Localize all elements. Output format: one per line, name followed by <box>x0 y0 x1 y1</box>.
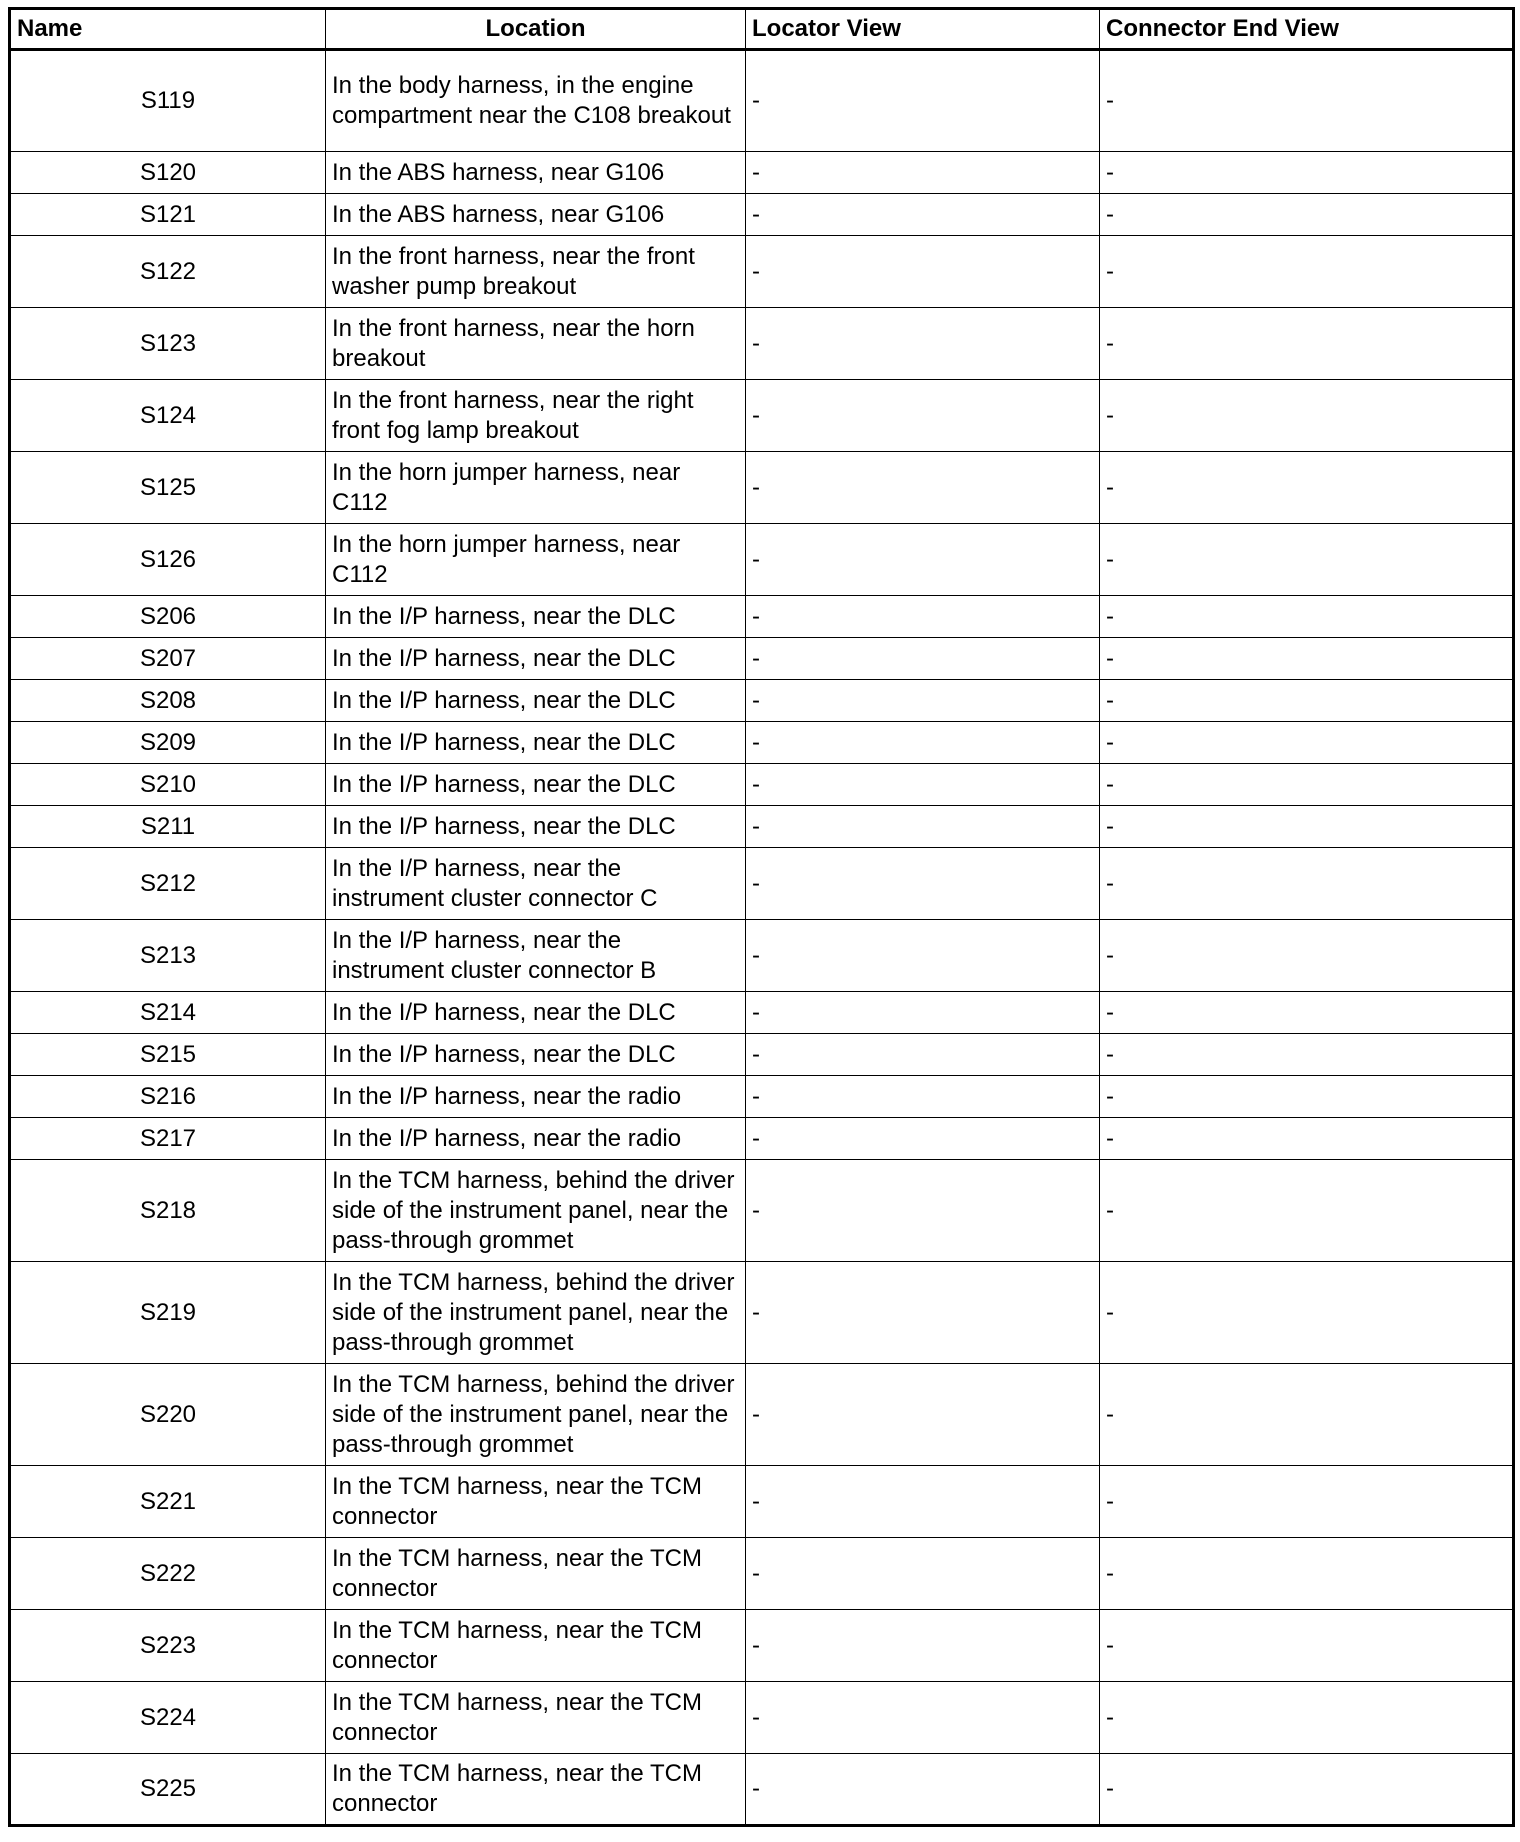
cell-name: S216 <box>10 1076 326 1118</box>
cell-location: In the TCM harness, behind the driver side of the instrument panel, near the pass-through grommet <box>326 1364 746 1466</box>
cell-location: In the TCM harness, near the TCM connector <box>326 1466 746 1538</box>
cell-connector-end-view: - <box>1100 524 1514 596</box>
cell-connector-end-view: - <box>1100 452 1514 524</box>
cell-location: In the I/P harness, near the DLC <box>326 992 746 1034</box>
cell-location: In the TCM harness, near the TCM connector <box>326 1682 746 1754</box>
cell-location: In the I/P harness, near the DLC <box>326 806 746 848</box>
cell-locator-view: - <box>746 452 1100 524</box>
cell-name: S212 <box>10 848 326 920</box>
cell-locator-view: - <box>746 722 1100 764</box>
cell-connector-end-view: - <box>1100 596 1514 638</box>
table-row <box>10 194 1514 236</box>
table-row <box>10 1034 1514 1076</box>
cell-name: S124 <box>10 380 326 452</box>
cell-location: In the ABS harness, near G106 <box>326 152 746 194</box>
cell-name: S213 <box>10 920 326 992</box>
cell-locator-view: - <box>746 1160 1100 1262</box>
cell-location: In the TCM harness, near the TCM connector <box>326 1538 746 1610</box>
cell-locator-view: - <box>746 848 1100 920</box>
cell-name: S217 <box>10 1118 326 1160</box>
cell-connector-end-view: - <box>1100 1262 1514 1364</box>
table-header-row <box>10 9 1514 50</box>
cell-name: S214 <box>10 992 326 1034</box>
cell-location: In the I/P harness, near the DLC <box>326 596 746 638</box>
splice-locations-table <box>8 7 1515 1827</box>
cell-name: S206 <box>10 596 326 638</box>
cell-name: S208 <box>10 680 326 722</box>
cell-location: In the TCM harness, near the TCM connector <box>326 1610 746 1682</box>
cell-locator-view: - <box>746 1118 1100 1160</box>
cell-connector-end-view: - <box>1100 194 1514 236</box>
table-row <box>10 1262 1514 1364</box>
cell-connector-end-view: - <box>1100 722 1514 764</box>
cell-name: S225 <box>10 1754 326 1826</box>
cell-name: S211 <box>10 806 326 848</box>
cell-locator-view: - <box>746 50 1100 152</box>
cell-location: In the I/P harness, near the instrument cluster connector C <box>326 848 746 920</box>
table-row <box>10 1076 1514 1118</box>
table-row <box>10 596 1514 638</box>
cell-connector-end-view: - <box>1100 1118 1514 1160</box>
cell-locator-view: - <box>746 638 1100 680</box>
table-row <box>10 1118 1514 1160</box>
cell-locator-view: - <box>746 680 1100 722</box>
cell-connector-end-view: - <box>1100 1754 1514 1826</box>
column-header-locator-view: Locator View <box>746 9 1100 50</box>
cell-location: In the I/P harness, near the radio <box>326 1076 746 1118</box>
table-row <box>10 992 1514 1034</box>
cell-location: In the front harness, near the front washer pump breakout <box>326 236 746 308</box>
cell-locator-view: - <box>746 1364 1100 1466</box>
cell-locator-view: - <box>746 764 1100 806</box>
cell-name: S207 <box>10 638 326 680</box>
table-row <box>10 524 1514 596</box>
cell-location: In the TCM harness, near the TCM connector <box>326 1754 746 1826</box>
cell-name: S215 <box>10 1034 326 1076</box>
table-row <box>10 308 1514 380</box>
cell-locator-view: - <box>746 806 1100 848</box>
cell-name: S218 <box>10 1160 326 1262</box>
cell-location: In the I/P harness, near the DLC <box>326 722 746 764</box>
table-row <box>10 764 1514 806</box>
cell-locator-view: - <box>746 380 1100 452</box>
cell-name: S221 <box>10 1466 326 1538</box>
cell-connector-end-view: - <box>1100 1364 1514 1466</box>
cell-location: In the I/P harness, near the DLC <box>326 1034 746 1076</box>
cell-name: S210 <box>10 764 326 806</box>
cell-connector-end-view: - <box>1100 1466 1514 1538</box>
cell-connector-end-view: - <box>1100 308 1514 380</box>
cell-locator-view: - <box>746 524 1100 596</box>
table-row <box>10 1364 1514 1466</box>
cell-name: S222 <box>10 1538 326 1610</box>
cell-locator-view: - <box>746 596 1100 638</box>
cell-location: In the I/P harness, near the radio <box>326 1118 746 1160</box>
cell-location: In the I/P harness, near the DLC <box>326 680 746 722</box>
cell-location: In the I/P harness, near the DLC <box>326 638 746 680</box>
cell-location: In the I/P harness, near the instrument cluster connector B <box>326 920 746 992</box>
cell-locator-view: - <box>746 1682 1100 1754</box>
cell-location: In the front harness, near the right front fog lamp breakout <box>326 380 746 452</box>
cell-connector-end-view: - <box>1100 1034 1514 1076</box>
cell-locator-view: - <box>746 1076 1100 1118</box>
table-row <box>10 152 1514 194</box>
table-body <box>10 50 1514 1826</box>
table-row <box>10 1610 1514 1682</box>
cell-connector-end-view: - <box>1100 638 1514 680</box>
table-row <box>10 638 1514 680</box>
table-row <box>10 1466 1514 1538</box>
cell-locator-view: - <box>746 1466 1100 1538</box>
cell-name: S120 <box>10 152 326 194</box>
cell-name: S126 <box>10 524 326 596</box>
cell-name: S125 <box>10 452 326 524</box>
cell-location: In the I/P harness, near the DLC <box>326 764 746 806</box>
table-row <box>10 1754 1514 1826</box>
cell-connector-end-view: - <box>1100 680 1514 722</box>
table-row <box>10 680 1514 722</box>
cell-locator-view: - <box>746 1754 1100 1826</box>
cell-location: In the body harness, in the engine compartment near the C108 breakout <box>326 50 746 152</box>
column-header-connector-end-view: Connector End View <box>1100 9 1514 50</box>
cell-connector-end-view: - <box>1100 806 1514 848</box>
cell-connector-end-view: - <box>1100 1076 1514 1118</box>
cell-connector-end-view: - <box>1100 380 1514 452</box>
cell-name: S223 <box>10 1610 326 1682</box>
cell-location: In the TCM harness, behind the driver side of the instrument panel, near the pass-through grommet <box>326 1262 746 1364</box>
cell-connector-end-view: - <box>1100 1160 1514 1262</box>
cell-location: In the horn jumper harness, near C112 <box>326 452 746 524</box>
table-row <box>10 452 1514 524</box>
cell-name: S122 <box>10 236 326 308</box>
cell-connector-end-view: - <box>1100 236 1514 308</box>
cell-locator-view: - <box>746 1034 1100 1076</box>
cell-connector-end-view: - <box>1100 764 1514 806</box>
table-row <box>10 722 1514 764</box>
table-row <box>10 1160 1514 1262</box>
cell-name: S121 <box>10 194 326 236</box>
cell-locator-view: - <box>746 194 1100 236</box>
cell-locator-view: - <box>746 236 1100 308</box>
table-row <box>10 236 1514 308</box>
cell-connector-end-view: - <box>1100 1538 1514 1610</box>
cell-name: S219 <box>10 1262 326 1364</box>
table-row <box>10 848 1514 920</box>
table-row <box>10 1682 1514 1754</box>
cell-name: S224 <box>10 1682 326 1754</box>
cell-connector-end-view: - <box>1100 1610 1514 1682</box>
table-row <box>10 920 1514 992</box>
table-row <box>10 806 1514 848</box>
cell-locator-view: - <box>746 992 1100 1034</box>
cell-locator-view: - <box>746 1262 1100 1364</box>
cell-locator-view: - <box>746 1610 1100 1682</box>
cell-connector-end-view: - <box>1100 1682 1514 1754</box>
table-row <box>10 380 1514 452</box>
column-header-location: Location <box>326 9 746 50</box>
cell-connector-end-view: - <box>1100 992 1514 1034</box>
cell-name: S123 <box>10 308 326 380</box>
cell-location: In the TCM harness, behind the driver side of the instrument panel, near the pass-through grommet <box>326 1160 746 1262</box>
cell-connector-end-view: - <box>1100 920 1514 992</box>
cell-location: In the horn jumper harness, near C112 <box>326 524 746 596</box>
column-header-name: Name <box>10 9 326 50</box>
cell-locator-view: - <box>746 308 1100 380</box>
cell-location: In the front harness, near the horn breakout <box>326 308 746 380</box>
table-row <box>10 1538 1514 1610</box>
cell-locator-view: - <box>746 1538 1100 1610</box>
cell-connector-end-view: - <box>1100 50 1514 152</box>
cell-name: S209 <box>10 722 326 764</box>
cell-connector-end-view: - <box>1100 848 1514 920</box>
table-row <box>10 50 1514 152</box>
cell-name: S119 <box>10 50 326 152</box>
document-page <box>8 7 1512 1827</box>
cell-connector-end-view: - <box>1100 152 1514 194</box>
cell-locator-view: - <box>746 920 1100 992</box>
cell-name: S220 <box>10 1364 326 1466</box>
cell-locator-view: - <box>746 152 1100 194</box>
cell-location: In the ABS harness, near G106 <box>326 194 746 236</box>
